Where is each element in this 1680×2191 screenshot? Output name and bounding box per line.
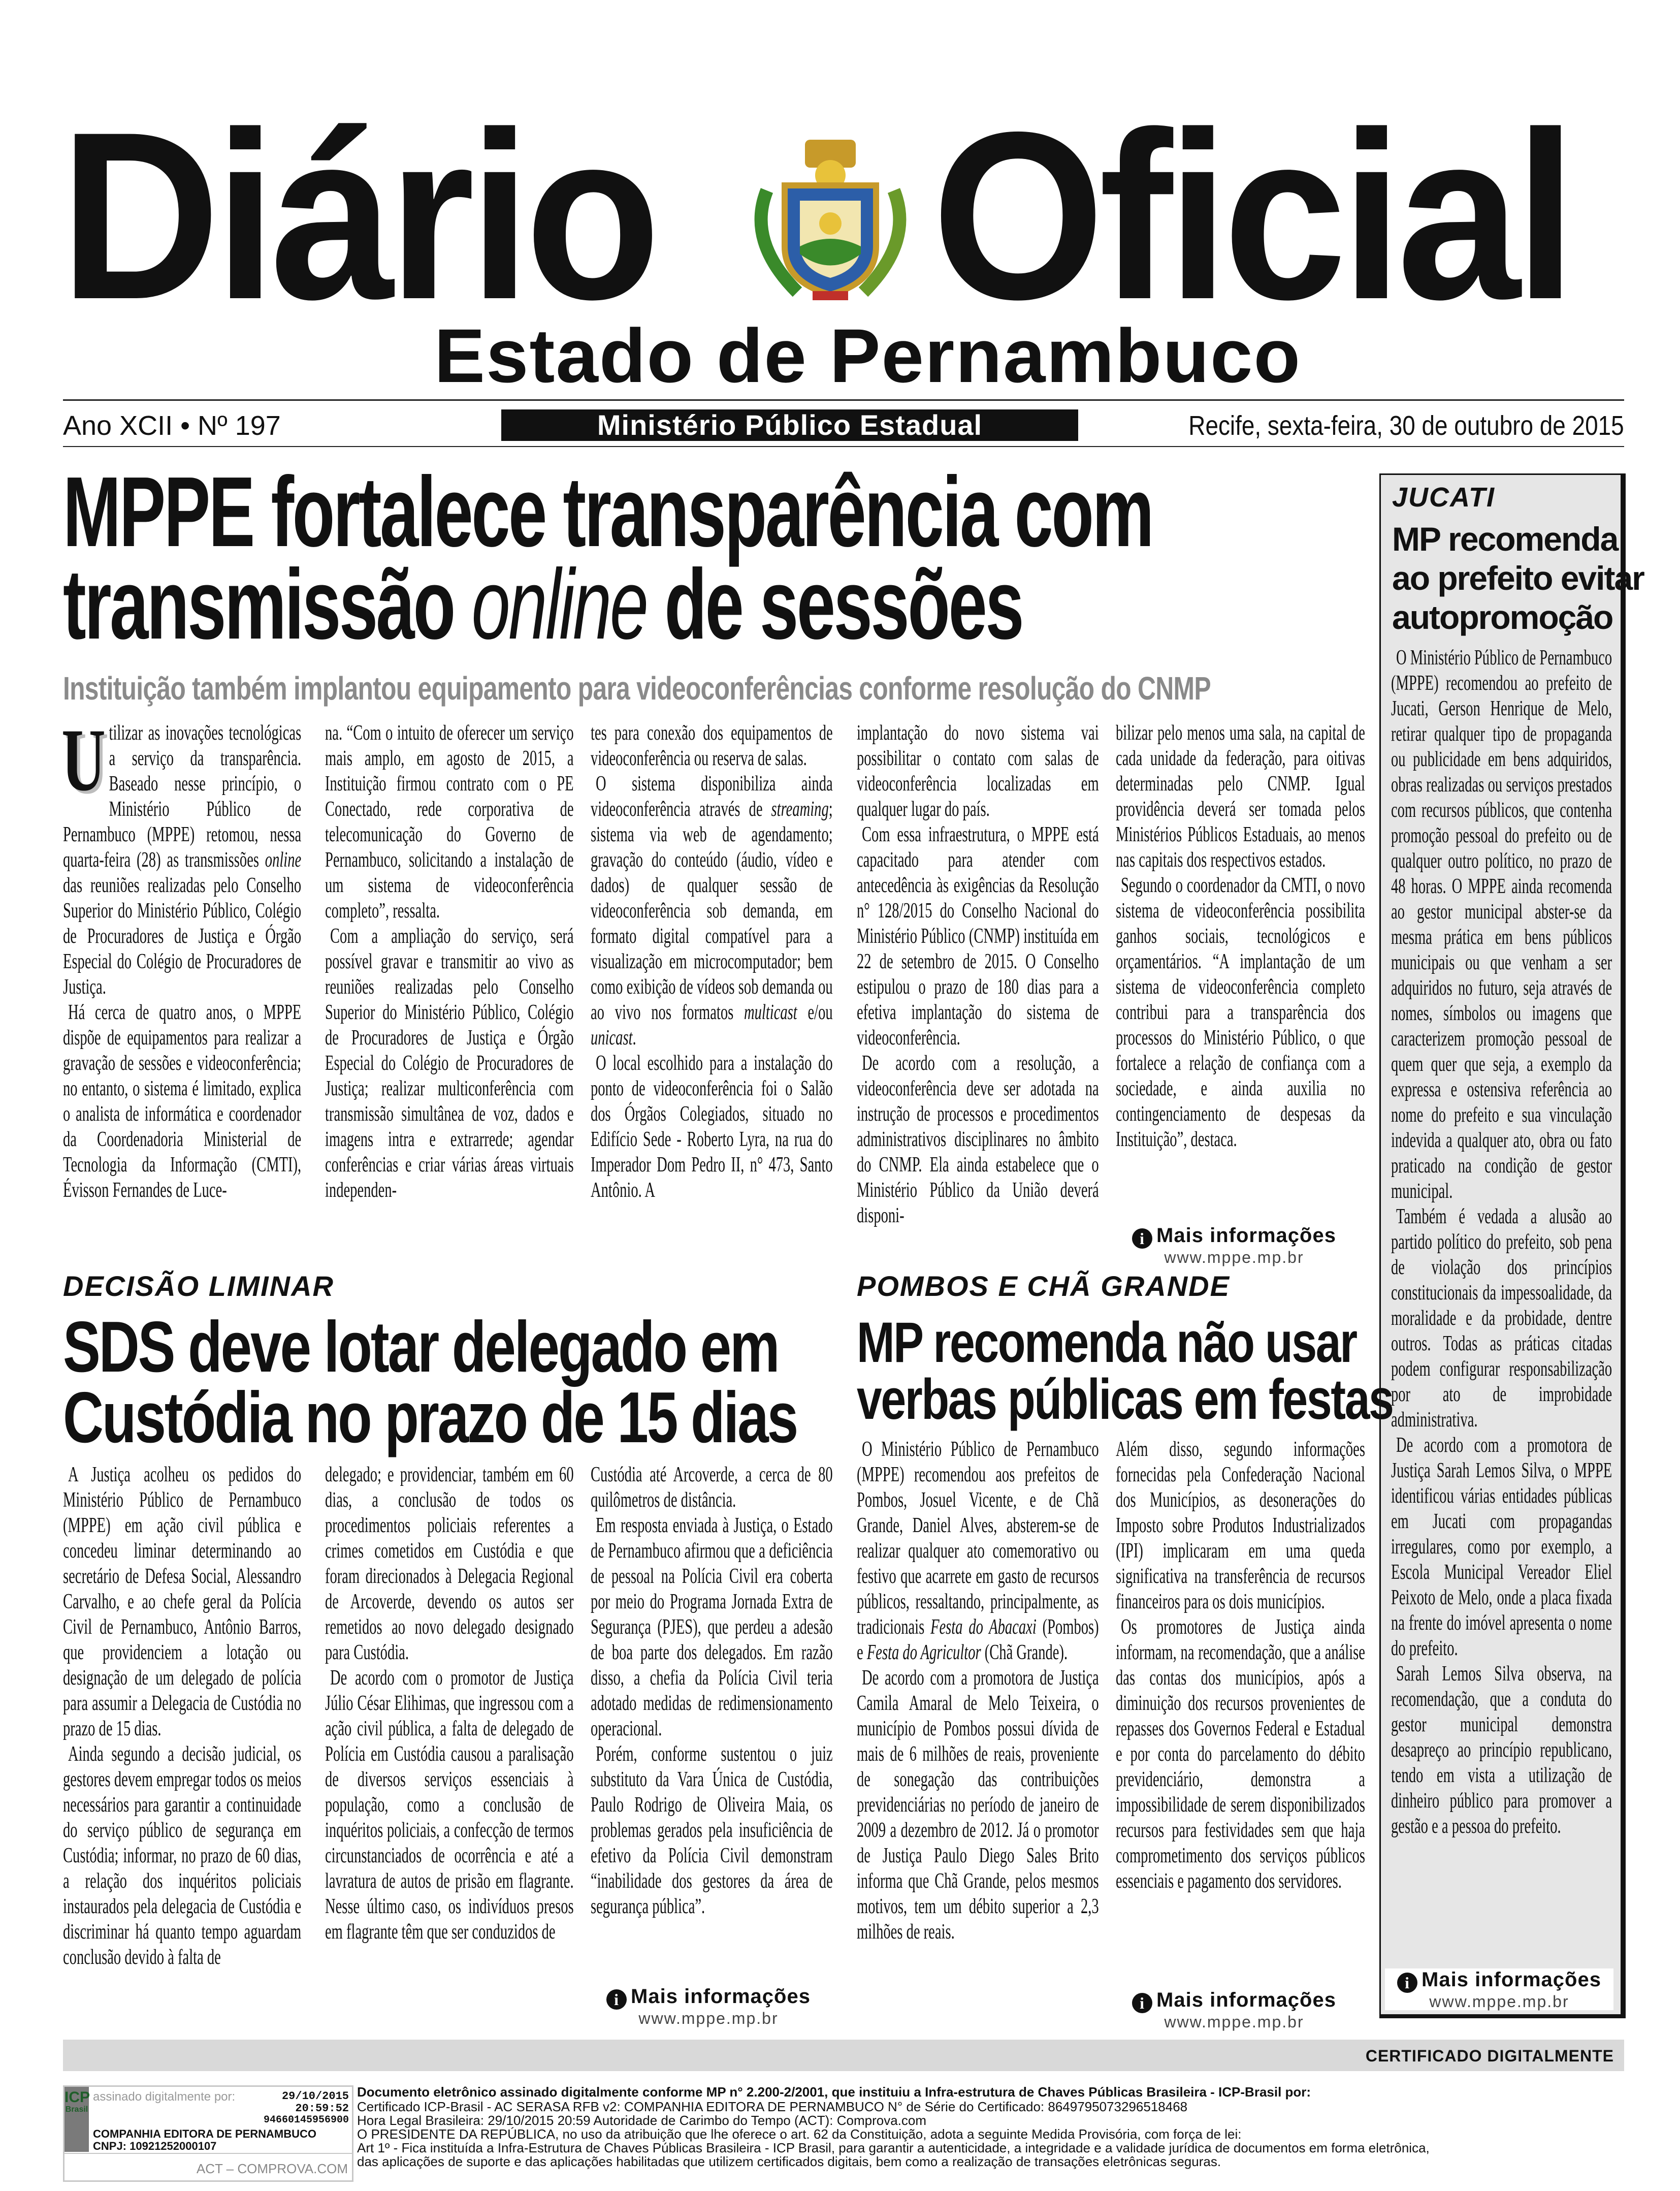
pombos-column-2 (1116, 1437, 1365, 1894)
masthead-subtitle: Estado de Pernambuco (434, 313, 1302, 398)
lead-headline-line1: MPPE fortalece transparência com (63, 456, 1153, 567)
more-info-url[interactable]: www.mppe.mp.br (1429, 1992, 1569, 2011)
more-info-link[interactable] (1385, 1968, 1613, 2010)
paragraph-text: Sarah Lemos Silva observa, na recomendação, que a conduta do gestor municipal demonstra desapreço ao princípio republicano, tendo em vista a utilização de dinheiro público para promover a gestão e a pessoa do prefeito. (1391, 1662, 1612, 1838)
paragraph-italic-text: unicast (591, 1026, 633, 1050)
paragraph-text: Também é vedada a alusão ao partido político do prefeito, sob pena de violação dos princípios constitucionais da impessoalidade, da moralidade e da probidade, dentre outros. Todas as práticas citadas podem configurar responsabilização por ato de improbidade administrativa. (1391, 1205, 1612, 1432)
paragraph-text: bilizar pelo menos uma sala, na capital de cada unidade da federação, para oitivas determinadas pelo CNMP. Igual providência deverá ser tomada pelos Ministérios Públicos Estaduais, ao menos nas capitais dos respectivos estados. (1116, 721, 1365, 872)
paragraph-text: Custódia até Arcoverde, a cerca de 80 quilômetros de distância. (591, 1463, 833, 1512)
footer-legal-line-2: Certificado ICP-Brasil - AC SERASA RFB v2: COMPANHIA EDITORA DE PERNAMBUCO N° de Série do Certificado: 8649795073296518468 (357, 2099, 1188, 2114)
paragraph-text: O Ministério Público de Pernambuco (MPPE) recomendou ao prefeito de Jucati, Gerson Henrique de Melo, retirar qualquer tipo de propaganda ou publicidade em bens adquiridos, obras realizadas ou serviços prestados com recursos públicos, que contenha promoção pessoal do prefeito ou de qualquer outro político, no prazo de 48 horas. O MPPE ainda recomenda ao gestor municipal abster-se da mesma prática em bens públicos municipais ou que venham a ser adquiridos no futuro, seja através de nomes, símbolos ou imagens que caracterizem promoção pessoal de quem quer que seja, a exemplo da expressa e ostensiva referência ao nome do prefeito e sua vinculação indevida a qualquer ato, obra ou fato praticado na condição de gestor municipal. (1391, 646, 1612, 1203)
masthead-title-left: Diário (60, 82, 655, 349)
sds-column-1 (63, 1462, 301, 1970)
icp-brasil-logo-icon (64, 2087, 89, 2152)
sds-column-3 (591, 1462, 833, 1919)
sidebar-kicker: JUCATI (1392, 482, 1496, 513)
lead-column-3 (591, 720, 833, 1203)
paragraph-text: implantação do novo sistema vai possibilitar o contato com salas de videoconferência localizadas em qualquer lugar do país. (857, 721, 1099, 821)
drop-cap: U (61, 711, 106, 810)
more-info-label: Mais informações (631, 1985, 811, 2008)
edition-number: Ano XCII • Nº 197 (63, 410, 281, 441)
paragraph-text: O local escolhido para a instalação do ponto de videoconferência foi o Salão dos Órgãos Colegiados, situado no Edifício Sede - Roberto Lyra, na rua do Imperador Dom Pedro II, n° 473, Santo Antônio. A (591, 1052, 833, 1202)
more-info-url[interactable]: www.mppe.mp.br (1164, 2013, 1304, 2031)
digital-signature-stamp (63, 2085, 353, 2182)
paragraph-text: Em resposta enviada à Justiça, o Estado de Pernambuco afirmou que a deficiência de pessoal na Polícia Civil era coberta por meio do Programa Jornada Extra de Segurança (PJES), que perdeu a adesão de boa parte dos delegados. Em razão disso, a chefia da Polícia Civil teria adotado medidas de redimensionamento operacional. (591, 1514, 833, 1740)
pombos-headline-line1: MP recomenda não usar (857, 1311, 1356, 1374)
section-banner: Ministério Público Estadual (501, 409, 1078, 441)
paragraph (1116, 873, 1365, 1152)
paragraph-text: O sistema disponibiliza ainda videoconferência através de (591, 772, 833, 821)
certification-bar (63, 2040, 1624, 2071)
paragraph-text: A Justiça acolheu os pedidos do Ministério Público de Pernambuco (MPPE) em ação civil pública e concedeu liminar determinando ao secretário de Defesa Social, Alessandro Carvalho, e ao chefe geral da Polícia Civil de Pernambuco, Antônio Barros, que providenciem a lotação ou designação de um delegado de polícia para assumir a Delegacia de Custódia no prazo de 15 dias. (63, 1463, 302, 1740)
sidebar-headline-line3: autopromoção (1392, 598, 1613, 636)
signature-time: 20:59:52 (295, 2102, 349, 2115)
info-icon: i (1397, 1973, 1417, 1993)
masthead-title-right: Oficial (932, 82, 1571, 349)
paragraph-text: delegado; e providenciar, também em 60 dias, a conclusão de todos os procedimentos policiais referentes a crimes cometidos em Custódia e que foram direcionados à Delegacia Regional de Arcoverde, devendo os autos ser remetidos ao novo delegado designado para Custódia. (325, 1463, 574, 1664)
signer-cnpj: CNPJ: 10921252000107 (93, 2140, 217, 2152)
info-icon: i (1132, 1228, 1152, 1249)
paragraph-text: De acordo com a promotora de Justiça Camila Amaral de Melo Teixeira, o município de Pombos possui dívida de mais de 6 milhões de reais, proveniente de sonegação das contribuições previdenciárias no período de janeiro de 2009 a dezembro de 2012. Já o promotor de Justiça Paulo Diego Sales Brito informa que Chã Grande, pelos mesmos motivos, tem um débito superior a 2,3 milhões de reais. (857, 1666, 1099, 1944)
paragraph-text: e/ou (797, 1001, 833, 1024)
paragraph (1116, 720, 1365, 873)
footer-legal-line-5: Art 1º - Fica instituída a Infra-Estrutura de Chaves Públicas Brasileira - ICP Brasil, para garantir a autenticidade, a integridade e a validade jurídica de documentos em forma eletrônica, (357, 2140, 1430, 2155)
paragraph (857, 1665, 1099, 1945)
sidebar-headline-line2: ao prefeito evitar (1392, 559, 1644, 597)
paragraph-italic-text: multicast (744, 1001, 797, 1024)
lead-column-2 (325, 720, 574, 1203)
lead-headline-italic: online (471, 549, 647, 660)
paragraph (61, 711, 302, 1000)
masthead-rule-bottom (63, 446, 1624, 447)
masthead-rule-top (63, 399, 1624, 401)
pombos-headline-line2: verbas públicas em festas (857, 1368, 1393, 1431)
paragraph (1391, 645, 1612, 1204)
issue-date: Recife, sexta-feira, 30 de outubro de 2015 (1188, 410, 1624, 441)
more-info-label: Mais informações (1156, 1989, 1336, 2011)
paragraph-text: De acordo com a promotora de Justiça Sarah Lemos Silva, o MPPE identificou várias entidades públicas em Jucati com propagandas irregulares, como por exemplo, a Escola Municipal Vereador Eliel Peixoto de Melo, onde a placa fixada na frente do imóvel apresenta o nome do prefeito. (1391, 1434, 1612, 1660)
paragraph (1391, 1204, 1612, 1433)
paragraph-italic-text: online (265, 848, 302, 872)
paragraph-text: tes para conexão dos equipamentos de videoconferência ou reserva de salas. (591, 721, 833, 770)
paragraph-italic-text: streaming (771, 798, 829, 821)
lead-headline-text: de sessões (647, 549, 1023, 660)
paragraph (325, 1665, 574, 1945)
lead-column-1 (61, 711, 302, 1203)
paragraph (63, 1000, 301, 1203)
sidebar-column (1391, 645, 1612, 1839)
paragraph (591, 1462, 833, 1513)
paragraph (591, 1741, 833, 1919)
paragraph (591, 720, 833, 771)
sds-headline-line1: SDS deve lotar delegado em (63, 1307, 779, 1387)
paragraph-text: Além disso, segundo informações fornecidas pela Confederação Nacional dos Municípios, as desonerações do Imposto sobre Produtos Industrializados (IPI) implicaram em uma queda significativa na transferência de recursos financeiros para os dois municípios. (1116, 1438, 1365, 1613)
paragraph-italic-text: Festa do Agricultor (866, 1641, 981, 1664)
sds-column-2 (325, 1462, 574, 1945)
more-info-url[interactable]: www.mppe.mp.br (638, 2009, 779, 2027)
paragraph (857, 720, 1099, 822)
paragraph (63, 1741, 301, 1970)
lead-column-4 (857, 720, 1099, 1228)
more-info-link[interactable] (1117, 1224, 1351, 1266)
signature-serial: 94660145956900 (263, 2114, 349, 2126)
lead-deck: Instituição também implantou equipamento para videoconferências conforme resolução do CNMP (63, 670, 1211, 707)
paragraph (1116, 1437, 1365, 1614)
paragraph-text: (Pombos) e (857, 1615, 1099, 1664)
paragraph (591, 1051, 833, 1203)
paragraph (325, 1462, 574, 1665)
paragraph-text: . (632, 1026, 636, 1050)
signed-by-label: assinado digitalmente por: (93, 2090, 236, 2104)
pombos-column-1 (857, 1437, 1099, 1945)
paragraph-text: ; sistema via web de agendamento; gravação do conteúdo (áudio, vídeo e dados) de qualquer sessão de videoconferência sob demanda, em formato digital compatível para a visualização em microcomputador; bem como exibição de vídeos sob demanda ou ao vivo nos formatos (591, 798, 833, 1024)
paragraph (1116, 1614, 1365, 1894)
paragraph (591, 1513, 833, 1741)
sds-kicker: DECISÃO LIMINAR (63, 1270, 334, 1302)
paragraph (857, 1437, 1099, 1665)
icp-logo-top: ICP (64, 2089, 90, 2106)
paragraph-text: Segundo o coordenador da CMTI, o novo sistema de videoconferência possibilita ganhos sociais, tecnológicos e orçamentários. “A implantação de um sistema de videoconferência completo contribui para a transparência dos processos do Ministério Público, o que fortalece a relação de confiança com a sociedade, e ainda auxilia no contingenciamento de despesas da Instituição”, destaca. (1116, 874, 1365, 1151)
lead-headline-text: transmissão (63, 549, 472, 660)
more-info-link[interactable] (592, 1985, 825, 2027)
icp-logo-bottom: Brasil (65, 2105, 88, 2114)
sds-headline-line2: Custódia no prazo de 15 dias (63, 1377, 797, 1458)
paragraph (857, 822, 1099, 1051)
more-info-label: Mais informações (1156, 1224, 1336, 1247)
info-icon: i (606, 1989, 627, 2010)
footer-legal-line-1: Documento eletrônico assinado digitalmente conforme MP n° 2.200-2/2001, que instituiu a Infra-estrutura de Chaves Públicas Brasileira - ICP-Brasil por: (357, 2084, 1311, 2100)
paragraph-text: (Chã Grande). (981, 1641, 1068, 1664)
timestamp-authority: ACT – COMPROVA.COM (196, 2161, 348, 2176)
paragraph-text: Ainda segundo a decisão judicial, os gestores devem empregar todos os meios necessários para garantir a continuidade do serviço público de segurança em Custódia; informar, no prazo de 60 dias, a relação dos inquéritos policiais instaurados pela delegacia de Custódia e discriminar há quanto tempo aguardam conclusão devido à falta de (63, 1742, 302, 1969)
state-coat-of-arms-icon (736, 130, 924, 305)
paragraph (591, 771, 833, 1051)
paragraph-text: Os promotores de Justiça ainda informam, na recomendação, que a análise das contas dos municípios, após a diminuição dos recursos provenientes de repasses dos Governos Federal e Estadual e por conta do parcelamento do débito previdenciário, demonstra a impossibilidade de serem disponibilizados recursos para festividades sem que haja comprometimento dos serviços públicos essenciais e pagamento dos servidores. (1116, 1615, 1365, 1893)
more-info-label: Mais informações (1421, 1968, 1601, 1991)
paragraph (63, 1462, 301, 1741)
paragraph (1391, 1661, 1612, 1839)
footer-legal-line-4: O PRESIDENTE DA REPÚBLICA, no uso da atribuição que lhe oferece o art. 62 da Constituição, adota a seguinte Medida Provisória, com força de lei: (357, 2126, 1242, 2142)
lead-headline-line2 (63, 549, 1023, 660)
paragraph (325, 924, 574, 1203)
info-icon: i (1132, 1993, 1152, 2013)
paragraph-italic-text: Festa do Abacaxi (930, 1615, 1037, 1639)
stamp-divider (64, 2153, 352, 2154)
paragraph-text: na. “Com o intuito de oferecer um serviço mais amplo, em agosto de 2015, a Instituição firmou contrato com o PE Conectado, rede corporativa de telecomunicação do Governo de Pernambuco, solicitando a instalação de um sistema de videoconferência completo”, ressalta. (325, 721, 574, 923)
paragraph-text: Com a ampliação do serviço, será possível gravar e transmitir ao vivo as reuniões realizadas pelo Conselho Superior do Ministério Público, Colégio de Procuradores de Justiça e Órgão Especial do Colégio de Procuradores de Justiça; realizar multiconferência com transmissão simultânea de voz, dados e imagens intra e extrarrede; agendar conferências e criar várias áreas virtuais independen- (325, 925, 574, 1202)
footer-legal-line-3: Hora Legal Brasileira: 29/10/2015 20:59 Autoridade de Carimbo do Tempo (ACT): Comprova.com (357, 2113, 927, 2128)
paragraph (857, 1051, 1099, 1228)
sidebar-box (1379, 473, 1644, 2018)
sidebar-headline-line1: MP recomenda (1392, 520, 1618, 558)
more-info-link[interactable] (1117, 1989, 1351, 2030)
footer-legal-line-6: das aplicações de suporte e das aplicações habilitadas que utilizem certificados digitais, bem como a realização de transações eletrônicas seguras. (357, 2154, 1221, 2169)
lead-column-5 (1116, 720, 1365, 1152)
certification-label: CERTIFICADO DIGITALMENTE (1365, 2047, 1614, 2065)
paragraph-text: Há cerca de quatro anos, o MPPE dispõe de equipamentos para realizar a gravação de sessões e videoconferência; no entanto, o sistema é limitado, explica o analista de informática e coordenador da Coordenadoria Ministerial de Tecnologia da Informação (CMTI), Évisson Fernandes de Luce- (63, 1001, 302, 1202)
signature-date: 29/10/2015 (281, 2090, 349, 2103)
more-info-url[interactable]: www.mppe.mp.br (1164, 1248, 1304, 1266)
paragraph-text: Porém, conforme sustentou o juiz substituto da Vara Única de Custódia, Paulo Rodrigo de Oliveira Maia, os problemas gerados pela insuficiência de efetivo da Polícia Civil demonstram “inabilidade dos gestores da área de segurança pública”. (591, 1742, 833, 1918)
paragraph (325, 720, 574, 924)
paragraph-text: De acordo com a resolução, a videoconferência deve ser adotada na instrução de processos e procedimentos administrativos disciplinares no âmbito do CNMP. Ela ainda estabelece que o Ministério Público da União deverá disponi- (857, 1052, 1099, 1227)
signer-company: COMPANHIA EDITORA DE PERNAMBUCO (93, 2128, 317, 2140)
paragraph-text: das reuniões realizadas pelo Conselho Superior do Ministério Público, Colégio de Procuradores de Justiça e Órgão Especial do Colégio de Procuradores de Justiça. (63, 874, 302, 999)
paragraph-text: O Ministério Público de Pernambuco (MPPE) recomendou aos prefeitos de Pombos, Josuel Vicente, e de Chã Grande, Daniel Alves, absterem-se de realizar qualquer ato comemorativo ou festivo que acarrete em gasto de recursos públicos, ressaltando, principalmente, as tradicionais (857, 1438, 1099, 1639)
paragraph-text: De acordo com o promotor de Justiça Júlio César Elihimas, que ingressou com a ação civil pública, a falta de delegado de Polícia em Custódia causou a paralisação de diversos serviços essenciais à população, como a conclusão de inquéritos policiais, a confecção de termos circunstanciados de ocorrência e até a lavratura de autos de prisão em flagrante. Nesse último caso, os indivíduos presos em flagrante têm que ser conduzidos de (325, 1666, 574, 1944)
pombos-kicker: POMBOS E CHÃ GRANDE (857, 1270, 1230, 1302)
paragraph-text: tilizar as inovações tecnológicas a serviço da transparência. Baseado nesse princípio, o Ministério Público de Pernambuco (MPPE) retomou, nessa quarta-feira (28) as transmissões (63, 721, 302, 872)
paragraph-text: Com essa infraestrutura, o MPPE está capacitado para atender com antecedência às exigências da Resolução n° 128/2015 do Conselho Nacional do Ministério Público (CNMP) instituída em 22 de setembro de 2015. O Conselho estipulou o prazo de 180 dias para a efetiva implantação do sistema de videoconferência. (857, 823, 1099, 1050)
paragraph (1391, 1433, 1612, 1661)
